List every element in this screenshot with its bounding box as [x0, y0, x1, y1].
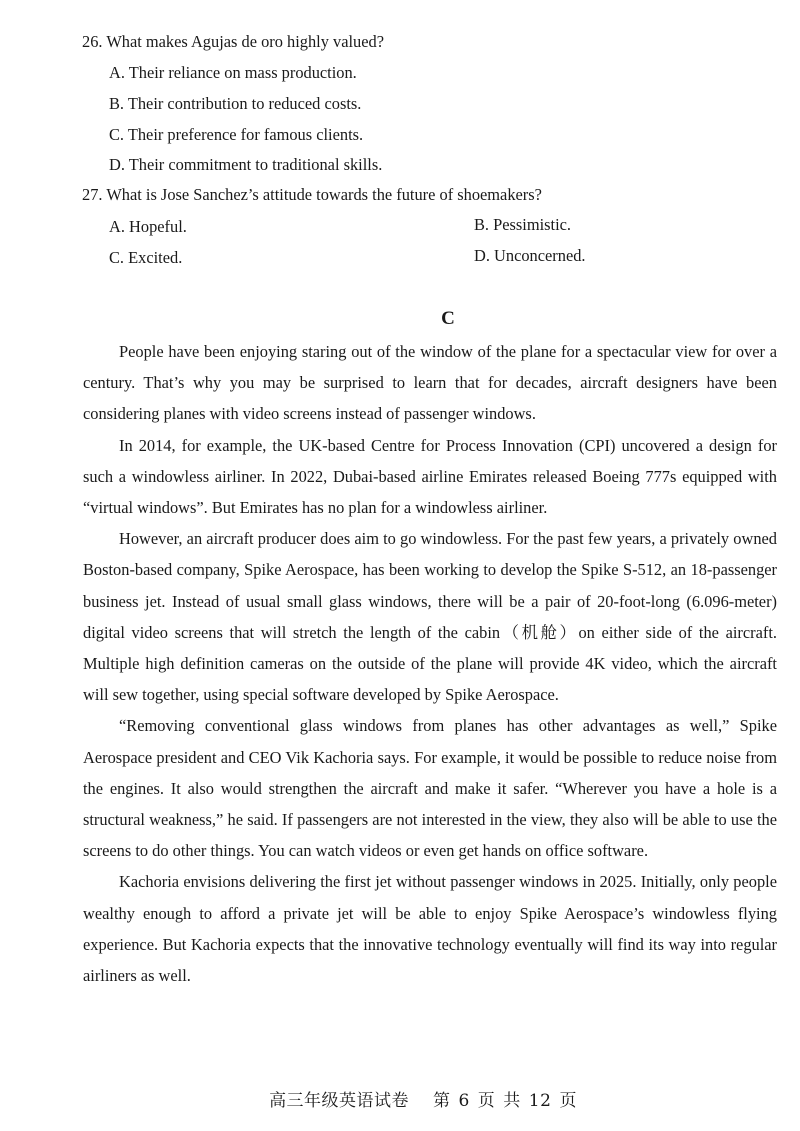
page-number: 6: [458, 1091, 470, 1111]
option-label: B.: [474, 215, 490, 234]
section-heading: C: [441, 308, 455, 329]
question-text: What makes Agujas de oro highly valued?: [106, 32, 384, 51]
question-27-option-d: [474, 246, 586, 266]
total-prefix: 共: [503, 1091, 521, 1111]
option-text: Their commitment to traditional skills.: [128, 155, 383, 174]
question-27-option-c: [109, 248, 182, 268]
option-text: Unconcerned.: [494, 246, 586, 265]
passage-paragraph: However, an aircraft producer does aim to go windowless. For the past few years, a privately owned Boston-based company, Spike Aerospace, has been working to develop the Spike S-512, an 18-passenger business jet. Instead of usual small glass windows, there will be a pair of 20-foot-long (6.096-meter) digital video screens that will stretch the length of the cabin（机舱）on either side of the aircraft. Multiple high definition cameras on the outside of the plane will provide 4K video, which the aircraft will sew together, using special software developed by Spike Aerospace.: [83, 529, 777, 705]
option-text: Hopeful.: [129, 217, 187, 236]
page-prefix: 第: [432, 1091, 451, 1111]
option-label: A.: [109, 217, 125, 236]
passage-paragraph: “Removing conventional glass windows from planes has other advantages as well,” Spike Aerospace president and CEO Vik Kachoria says. For example, it would be possible to reduce noise from the engines. It also would strengthen the aircraft and make it safer. “Wherever you have a hole is a structural weakness,” he said. If passengers are not interested in the view, they also will be able to use the screens to do other things. You can watch videos or even get hands on office software.: [83, 716, 777, 861]
option-text: Their contribution to reduced costs.: [127, 94, 362, 113]
question-27-stem: [82, 185, 542, 205]
question-27-option-b: [474, 215, 571, 235]
question-26-option-d: [109, 155, 382, 175]
question-27-option-a: [109, 217, 187, 237]
option-label: B.: [109, 94, 125, 113]
question-26-option-c: [109, 125, 363, 145]
reading-passage: [83, 336, 777, 991]
exam-title: 高三年级英语试卷: [269, 1091, 410, 1111]
option-label: D.: [109, 155, 125, 174]
passage-paragraph: In 2014, for example, the UK-based Centre for Process Innovation (CPI) uncovered a design for such a windowless airliner. In 2022, Dubai-based airline Emirates released Boeing 777s equipped with “virtual windows”. But Emirates has no plan for a windowless airliner.: [83, 435, 777, 518]
option-text: Their preference for famous clients.: [127, 125, 364, 144]
option-label: C.: [109, 125, 125, 144]
passage-paragraph: People have been enjoying staring out of the window of the plane for a spectacular view for over a century. That’s why you may be surprised to learn that for decades, aircraft designers have been considering planes with video screens instead of passenger windows.: [83, 342, 777, 424]
total-pages: 12: [528, 1091, 552, 1111]
question-number: 27.: [82, 185, 103, 204]
page-unit: 页: [477, 1091, 496, 1111]
question-number: 26.: [82, 32, 103, 51]
option-text: Pessimistic.: [493, 215, 572, 234]
question-text: What is Jose Sanchez’s attitude towards the future of shoemakers?: [106, 185, 542, 204]
option-text: Excited.: [128, 248, 183, 267]
passage-paragraph: Kachoria envisions delivering the first jet without passenger windows in 2025. Initially, only people wealthy enough to afford a private jet will be able to enjoy Spike Aerospace’s windowless flying experience. But Kachoria expects that the innovative technology eventually will find its way into regular airliners as well.: [83, 872, 777, 986]
option-label: A.: [109, 63, 125, 82]
question-26-option-b: [109, 94, 361, 114]
total-unit: 页: [559, 1091, 577, 1111]
question-26-option-a: [109, 63, 357, 83]
page-footer: [0, 1086, 800, 1111]
option-label: C.: [109, 248, 125, 267]
question-26-stem: [82, 32, 384, 52]
option-text: Their reliance on mass production.: [128, 63, 357, 82]
option-label: D.: [474, 246, 490, 265]
